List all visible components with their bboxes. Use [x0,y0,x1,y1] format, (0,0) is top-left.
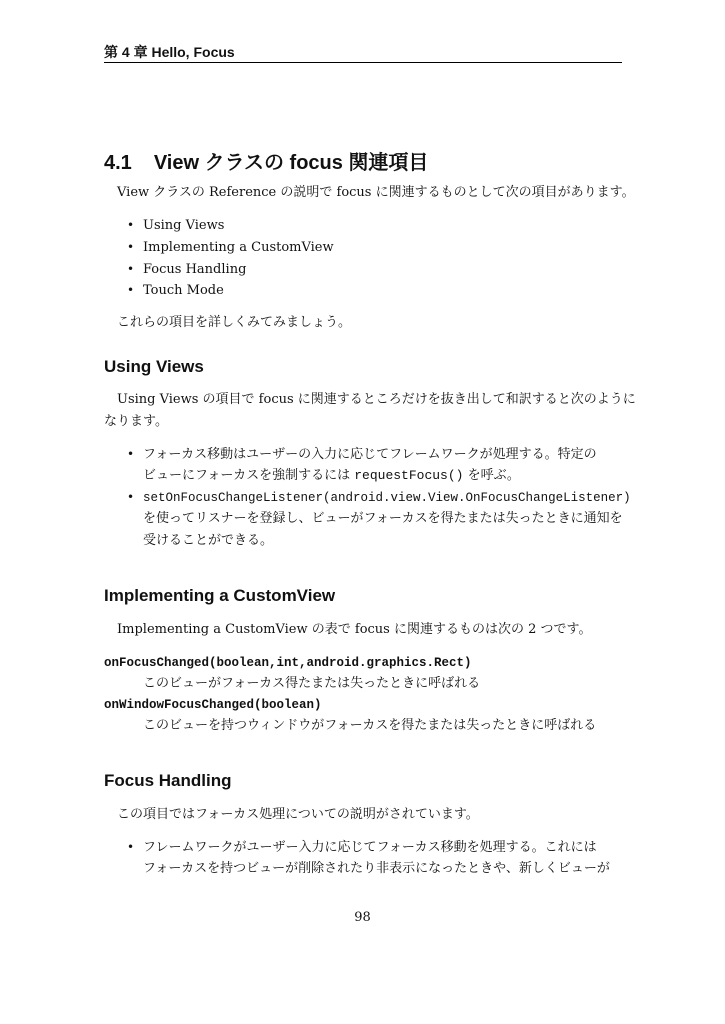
list-item: Touch Mode [143,283,224,298]
subsection-heading-focus-handling: Focus Handling [104,771,232,790]
paragraph: Implementing a CustomView の表で focus に関連するものは次の 2 つです。 [117,622,592,637]
bullet-line [143,469,520,483]
section-title [104,146,428,175]
bullet-icon: • [127,283,135,297]
bullet-line: 受けることができる。 [143,533,274,548]
bullet-icon: • [127,240,135,254]
bullet-icon: • [127,262,135,276]
method-description: このビューがフォーカス得たまたは失ったときに呼ばれる [143,676,481,691]
method-signature: onFocusChanged(boolean,int,android.graphics.Rect) [104,656,472,670]
list-item: Implementing a CustomView [143,240,334,255]
code-request-focus: requestFocus() [354,468,464,483]
header-rule [104,62,622,63]
bullet-icon: • [127,840,135,854]
subsection-heading-using-views: Using Views [104,357,204,376]
paragraph-line: Using Views の項目で focus に関連するところだけを抜き出して和訳すると次のように [117,392,636,407]
bullet-line: フォーカスを持つビューが削除されたり非表示になったときや、新しくビューが [143,861,610,876]
page-number: 98 [354,910,371,925]
bullet-line: フォーカス移動はユーザーの入力に応じてフレームワークが処理する。特定の [143,447,597,462]
intro-paragraph: View クラスの Reference の説明で focus に関連するものとして次の項目があります。 [117,185,635,200]
section-title-text: View クラスの focus 関連項目 [153,152,429,174]
subsection-heading-custom-view: Implementing a CustomView [104,586,336,605]
intro-after-paragraph: これらの項目を詳しくみてみましょう。 [117,315,352,330]
bullet-line: を使ってリスナーを登録し、ビューがフォーカスを得たまたは失ったときに通知を [143,511,623,526]
paragraph-line: なります。 [104,414,168,429]
list-item: Focus Handling [143,262,247,277]
section-number: 4.1 [104,152,132,174]
method-signature: onWindowFocusChanged(boolean) [104,698,322,712]
text: を呼ぶ。 [467,468,520,483]
method-description: このビューを持つウィンドウがフォーカスを得たまたは失ったときに呼ばれる [143,718,597,733]
paragraph: この項目ではフォーカス処理についての説明がされています。 [117,807,479,822]
bullet-line-code: setOnFocusChangeListener(android.view.View.OnFocusChangeListener) [143,491,631,505]
text: ビューにフォーカスを強制するには [143,468,351,483]
bullet-icon: • [127,218,135,232]
bullet-icon: • [127,447,135,461]
running-header: 第 4 章 Hello, Focus [104,44,235,60]
bullet-line: フレームワークがユーザー入力に応じてフォーカス移動を処理する。これには [143,840,597,855]
list-item: Using Views [143,218,225,233]
bullet-icon: • [127,490,135,504]
